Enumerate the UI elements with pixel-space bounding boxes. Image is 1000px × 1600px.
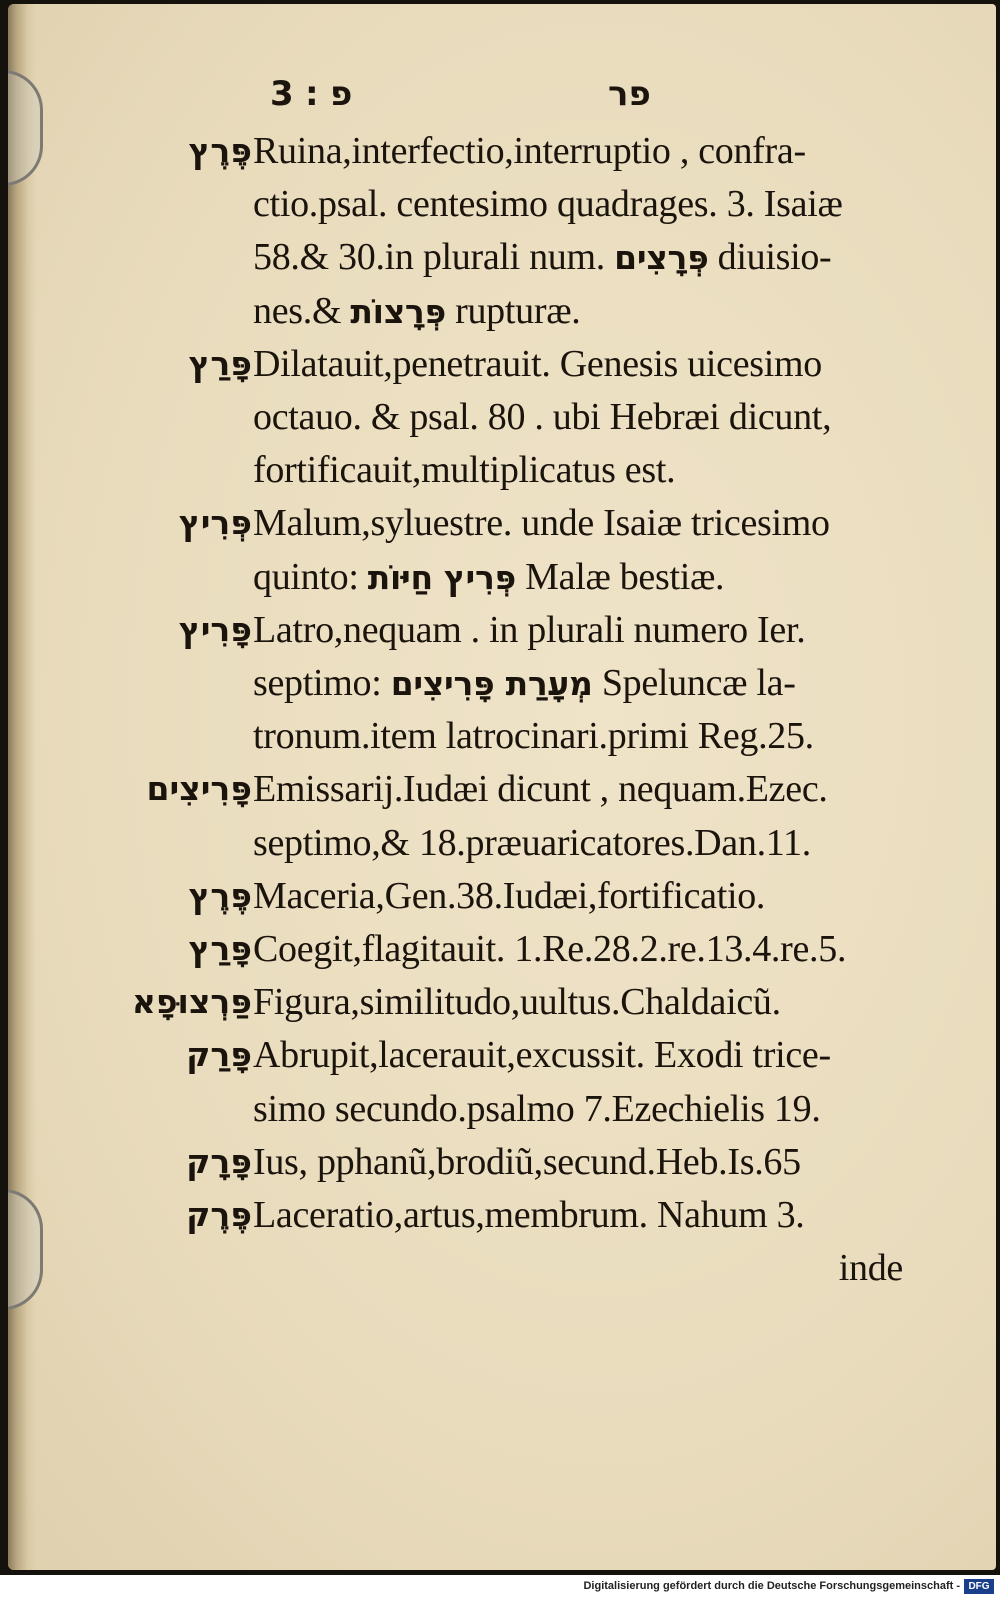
book-page — [8, 4, 996, 1570]
latin-gloss: Latro,nequam . in plurali numero Ier. — [253, 608, 806, 651]
entry-line — [253, 920, 953, 978]
latin-gloss: septimo,& 18.præuaricatores.Dan.11. — [253, 821, 811, 864]
latin-gloss: Malæ bestiæ. — [515, 555, 725, 598]
entry-line — [253, 494, 953, 552]
footer-credit: Digitalisierung gefördert durch die Deutsche Forschungsgemeinschaft - — [583, 1580, 960, 1592]
page-clip-bottom — [8, 1189, 43, 1310]
latin-gloss: inde — [838, 1247, 903, 1290]
latin-gloss: Ruina,interfectio,interruptio , confra- — [253, 130, 806, 172]
entry-line — [253, 867, 953, 925]
dfg-logo: DFG — [964, 1579, 994, 1594]
page-gutter — [8, 4, 36, 1570]
latin-gloss: Laceratio,artus,membrum. Nahum 3. — [253, 1194, 805, 1236]
entry-line — [253, 1026, 953, 1084]
entry-line — [253, 814, 953, 872]
entry-line — [253, 973, 953, 1031]
latin-gloss: Speluncæ la- — [592, 662, 796, 704]
latin-gloss: fortificauit,multiplicatus est. — [253, 449, 676, 492]
hebrew-term: פְּרִיץ חַיּוֹת — [367, 557, 516, 597]
latin-gloss: Figura,similitudo,uultus.Chaldaicũ. — [253, 981, 781, 1024]
entry-lemma: פָּרָק — [186, 1141, 252, 1181]
folio-number: פ ׃ 3 — [270, 74, 353, 114]
entry-lemma: פָּרַק — [186, 1035, 252, 1075]
latin-gloss: Abrupit,lacerauit,excussit. Exodi trice- — [253, 1034, 831, 1077]
entry-line — [253, 441, 953, 499]
entry-lemma: פָּרַץ — [188, 343, 252, 383]
entry-lemma: פֶּרֶץ — [188, 131, 252, 170]
latin-gloss: Malum,syluestre. unde Isaiæ tricesimo — [253, 502, 830, 545]
entry-line — [253, 335, 953, 393]
entry-line — [253, 760, 953, 818]
latin-gloss: quinto: — [253, 555, 368, 598]
entry-line — [253, 122, 953, 180]
entry-line — [253, 1080, 953, 1138]
hebrew-term: מְעָרַת פָּרִיצִים — [390, 664, 593, 703]
latin-gloss: diuisio- — [708, 236, 832, 279]
entry-line — [253, 1239, 903, 1297]
latin-gloss: rupturæ. — [445, 289, 581, 332]
entry-lemma: פְּרִיץ — [178, 503, 252, 543]
page-header — [8, 74, 996, 114]
hebrew-term: פְּרָצוֹת — [350, 291, 446, 331]
latin-gloss: Coegit,flagitauit. 1.Re.28.2.re.13.4.re.5. — [253, 928, 847, 970]
latin-gloss: ctio.psal. centesimo quadrages. 3. Isaiæ — [253, 183, 843, 226]
entry-lemma: פֶּרֶק — [186, 1195, 252, 1234]
latin-gloss: nes.& — [253, 289, 351, 332]
latin-gloss: septimo: — [253, 662, 391, 704]
entry-line — [253, 175, 953, 233]
entry-line — [253, 388, 953, 446]
entry-line — [253, 228, 953, 286]
entry-line — [253, 654, 953, 712]
latin-gloss: octauo. & psal. 80 . ubi Hebræi dicunt, — [253, 396, 832, 438]
entry-lemma: פֶּרֶץ — [188, 875, 252, 915]
entry-lemma: פָּרַץ — [188, 929, 252, 968]
entry-line — [253, 1186, 953, 1244]
entry-line — [253, 1133, 953, 1191]
entry-line — [253, 548, 953, 606]
running-head: פר — [608, 74, 651, 114]
entry-line — [253, 282, 953, 340]
hebrew-term: פְּרָצִים — [614, 238, 709, 278]
entry-lemma: פָּרִיצִים — [146, 769, 252, 809]
footer-bar — [0, 1575, 1000, 1600]
latin-gloss: 58.& 30.in plurali num. — [253, 236, 615, 279]
latin-gloss: tronum.item latrocinari.primi Reg.25. — [253, 715, 814, 758]
latin-gloss: Emissarij.Iudæi dicunt , nequam.Ezec. — [253, 768, 828, 811]
entry-lemma: פָּרִיץ — [178, 609, 252, 649]
latin-gloss: Ius, pphanũ,brodiũ,secund.Heb.Is.65 — [253, 1140, 801, 1183]
entry-line — [253, 707, 953, 765]
latin-gloss: Maceria,Gen.38.Iudæi,fortificatio. — [253, 874, 766, 917]
latin-gloss: Dilatauit,penetrauit. Genesis uicesimo — [253, 342, 822, 385]
entry-lemma: פַּרְצוּפָא — [131, 982, 252, 1022]
entry-line — [253, 601, 953, 659]
latin-gloss: simo secundo.psalmo 7.Ezechielis 19. — [253, 1087, 821, 1130]
